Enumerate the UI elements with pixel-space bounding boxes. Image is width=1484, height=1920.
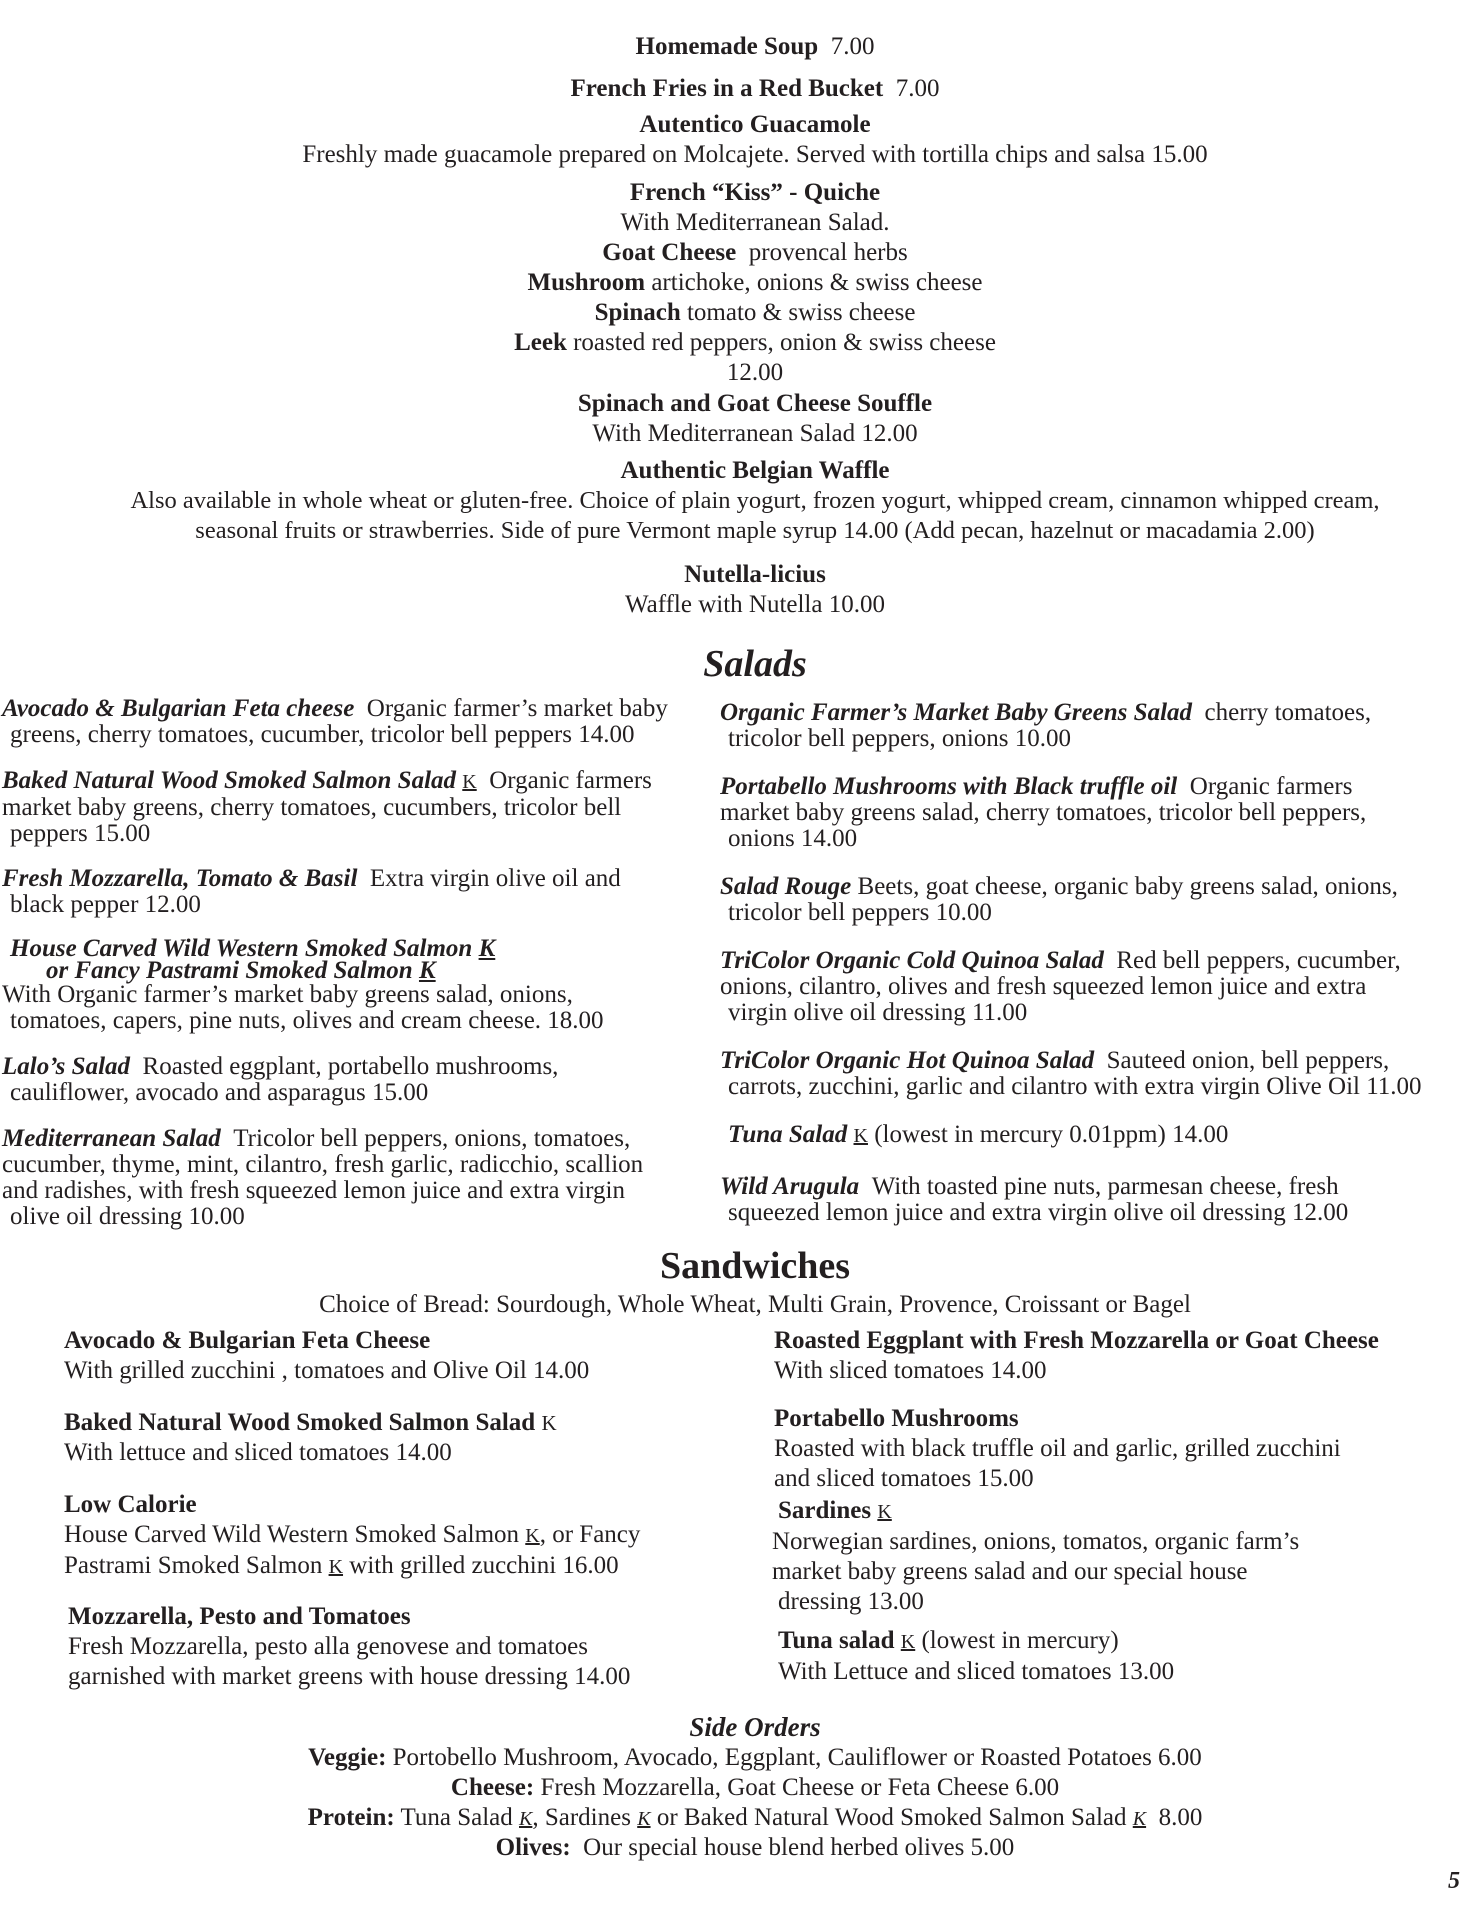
sandwich-desc: and sliced tomatoes 15.00 bbox=[774, 1465, 1034, 1492]
salad-desc: olive oil dressing 10.00 bbox=[10, 1203, 245, 1230]
sandwich-desc: Pastrami Smoked Salmon bbox=[64, 1552, 323, 1579]
french-fries-item bbox=[0, 74, 1484, 104]
side-text: , Sardines bbox=[532, 1804, 631, 1831]
side-label: Veggie: bbox=[308, 1744, 387, 1771]
salad-desc: carrots, zucchini, garlic and cilantro with extra virgin Olive Oil 11.00 bbox=[728, 1073, 1422, 1100]
page-number: 5 bbox=[1448, 1868, 1460, 1894]
sandwich-desc: With grilled zucchini , tomatoes and Olive Oil 14.00 bbox=[64, 1357, 590, 1384]
kosher-mark: K bbox=[900, 1631, 916, 1653]
sandwich-item bbox=[68, 1602, 630, 1692]
salad-desc: Sauteed onion, bell peppers, bbox=[1106, 1047, 1390, 1074]
sandwich-name: Sardines bbox=[778, 1497, 872, 1524]
salad-desc: Beets, goat cheese, organic baby greens salad, onions, bbox=[857, 873, 1398, 900]
sandwich-desc: With lettuce and sliced tomatoes 14.00 bbox=[64, 1439, 452, 1466]
salad-item bbox=[720, 1174, 1348, 1226]
salad-desc: Red bell peppers, cucumber, bbox=[1116, 947, 1401, 974]
side-label: Cheese: bbox=[450, 1774, 535, 1801]
salad-desc: market baby greens salad, cherry tomatoes, tricolor bell peppers, bbox=[720, 799, 1367, 826]
salad-name: Avocado & Bulgarian Feta cheese bbox=[2, 695, 355, 722]
salad-item bbox=[2, 696, 668, 748]
quiche-name: French “Kiss” - Quiche bbox=[629, 179, 881, 206]
salad-item bbox=[728, 1122, 1228, 1149]
salad-item bbox=[2, 866, 621, 918]
sandwich-name: Portabello Mushrooms bbox=[774, 1405, 1019, 1432]
salad-desc: black pepper 12.00 bbox=[10, 891, 201, 918]
salad-name: Baked Natural Wood Smoked Salmon Salad bbox=[2, 767, 457, 794]
sandwich-item bbox=[772, 1496, 1299, 1617]
quiche-option-name: Mushroom bbox=[527, 269, 646, 296]
side-olives bbox=[0, 1833, 1484, 1863]
quiche-option-desc: provencal herbs bbox=[748, 239, 908, 266]
salad-desc: tricolor bell peppers 10.00 bbox=[728, 899, 992, 926]
salad-desc: Extra virgin olive oil and bbox=[369, 865, 621, 892]
item-name: French Fries in a Red Bucket bbox=[570, 75, 884, 102]
sandwich-desc: , or Fancy bbox=[539, 1521, 641, 1548]
salad-desc: cucumber, thyme, mint, cilantro, fresh garlic, radicchio, scallion bbox=[2, 1151, 644, 1178]
side-orders-heading: Side Orders bbox=[689, 1712, 821, 1742]
salad-desc: tricolor bell peppers, onions 10.00 bbox=[728, 725, 1071, 752]
sandwich-desc: market baby greens salad and our special house bbox=[772, 1558, 1248, 1585]
salad-desc: tomatoes, capers, pine nuts, olives and cream cheese. 18.00 bbox=[10, 1007, 604, 1034]
quiche-option bbox=[0, 298, 1484, 328]
sandwich-desc: garnished with market greens with house dressing 14.00 bbox=[68, 1663, 631, 1690]
salad-name: TriColor Organic Cold Quinoa Salad bbox=[720, 947, 1104, 974]
sandwich-item bbox=[778, 1626, 1174, 1687]
sandwich-desc: Fresh Mozzarella, pesto alla genovese and tomatoes bbox=[68, 1633, 588, 1660]
side-text: Tuna Salad bbox=[400, 1804, 513, 1831]
souffle-name: Spinach and Goat Cheese Souffle bbox=[577, 390, 933, 417]
sandwich-desc: With Lettuce and sliced tomatoes 13.00 bbox=[778, 1658, 1175, 1685]
salad-desc: Roasted eggplant, portabello mushrooms, bbox=[142, 1053, 559, 1080]
sandwich-item bbox=[64, 1490, 640, 1582]
sandwich-item bbox=[64, 1326, 589, 1386]
waffle-desc-1: Also available in whole wheat or gluten-free. Choice of plain yogurt, frozen yogurt, whipped cream, cinnamon whipped cream, bbox=[130, 487, 1380, 514]
sandwich-name: Low Calorie bbox=[64, 1491, 197, 1518]
side-label: Olives: bbox=[495, 1834, 571, 1861]
salad-item bbox=[2, 1054, 558, 1106]
sandwich-name: Tuna salad bbox=[778, 1627, 895, 1654]
guacamole-desc: Freshly made guacamole prepared on Molcajete. Served with tortilla chips and salsa 15.00 bbox=[302, 141, 1208, 168]
salad-desc: Organic farmers bbox=[489, 767, 652, 794]
side-text: Our special house blend herbed olives 5.00 bbox=[583, 1834, 1015, 1861]
sandwich-desc: House Carved Wild Western Smoked Salmon bbox=[64, 1521, 520, 1548]
kosher-mark: K bbox=[1132, 1808, 1147, 1830]
quiche-option bbox=[0, 238, 1484, 268]
salad-name: TriColor Organic Hot Quinoa Salad bbox=[720, 1047, 1095, 1074]
salad-name: Tuna Salad bbox=[728, 1121, 848, 1148]
salad-desc: squeezed lemon juice and extra virgin olive oil dressing 12.00 bbox=[728, 1199, 1349, 1226]
quiche-option-name: Leek bbox=[514, 329, 567, 356]
sandwich-desc: With sliced tomatoes 14.00 bbox=[774, 1357, 1047, 1384]
item-name: Homemade Soup bbox=[635, 33, 819, 60]
kosher-mark: K bbox=[525, 1525, 540, 1547]
kosher-mark: K bbox=[853, 1125, 868, 1147]
salad-item bbox=[720, 948, 1401, 1026]
salad-name: House Carved Wild Western Smoked Salmon bbox=[10, 935, 473, 962]
side-cheese bbox=[0, 1773, 1484, 1803]
item-price: 7.00 bbox=[830, 33, 875, 60]
salad-desc: onions 14.00 bbox=[728, 825, 858, 852]
salad-name: Organic Farmer’s Market Baby Greens Salad bbox=[720, 699, 1193, 726]
quiche-option-name: Goat Cheese bbox=[602, 239, 737, 266]
kosher-mark: K bbox=[328, 1556, 344, 1578]
salad-item bbox=[720, 700, 1371, 752]
side-text: Portobello Mushroom, Avocado, Eggplant, Cauliflower or Roasted Potatoes 6.00 bbox=[392, 1744, 1202, 1771]
quiche-option-desc: artichoke, onions & swiss cheese bbox=[651, 269, 983, 296]
quiche-option bbox=[0, 268, 1484, 298]
salad-name: Salad Rouge bbox=[720, 873, 852, 900]
salad-name: Portabello Mushrooms with Black truffle oil bbox=[720, 773, 1178, 800]
salad-desc: Tricolor bell peppers, onions, tomatoes, bbox=[233, 1125, 631, 1152]
kosher-mark: K bbox=[519, 1808, 533, 1830]
quiche-price: 12.00 bbox=[726, 359, 784, 386]
salad-item bbox=[720, 874, 1398, 926]
salad-item bbox=[2, 768, 652, 847]
waffle-desc-2: seasonal fruits or strawberries. Side of pure Vermont maple syrup 14.00 (Add pecan, hazelnut or macadamia 2.00) bbox=[195, 517, 1315, 544]
sandwich-name: Roasted Eggplant with Fresh Mozzarella or Goat Cheese bbox=[774, 1327, 1379, 1354]
salad-item bbox=[720, 1048, 1422, 1100]
sandwich-item bbox=[774, 1404, 1341, 1494]
nutella-name: Nutella-licius bbox=[684, 561, 826, 588]
side-text: or Baked Natural Wood Smoked Salmon Salad bbox=[656, 1804, 1127, 1831]
salad-item bbox=[2, 935, 604, 1034]
salad-name-alt: or Fancy Pastrami Smoked Salmon bbox=[46, 957, 413, 984]
side-veggie bbox=[0, 1743, 1484, 1773]
salad-desc: cherry tomatoes, bbox=[1204, 699, 1372, 726]
salad-desc: With Organic farmer’s market baby greens salad, onions, bbox=[2, 981, 573, 1008]
salad-desc: (lowest in mercury 0.01ppm) 14.00 bbox=[874, 1121, 1229, 1148]
salad-name: Mediterranean Salad bbox=[2, 1125, 221, 1152]
kosher-mark: K bbox=[478, 935, 496, 962]
kosher-mark: K bbox=[418, 957, 436, 984]
souffle-desc: With Mediterranean Salad 12.00 bbox=[592, 420, 918, 447]
homemade-soup-item bbox=[0, 32, 1484, 62]
salad-item bbox=[2, 1126, 643, 1230]
sandwich-name: Baked Natural Wood Smoked Salmon Salad bbox=[64, 1409, 536, 1436]
salad-name: Fresh Mozzarella, Tomato & Basil bbox=[2, 865, 358, 892]
guacamole-name: Autentico Guacamole bbox=[639, 111, 871, 138]
salad-desc: peppers 15.00 bbox=[10, 820, 151, 847]
sandwich-desc: Roasted with black truffle oil and garlic, grilled zucchini bbox=[774, 1435, 1341, 1462]
bread-note: Choice of Bread: Sourdough, Whole Wheat, Multi Grain, Provence, Croissant or Bagel bbox=[319, 1291, 1191, 1318]
salad-item bbox=[720, 774, 1366, 852]
kosher-mark: K bbox=[541, 1411, 557, 1435]
sandwich-name: Mozzarella, Pesto and Tomatoes bbox=[68, 1603, 411, 1630]
salad-desc: market baby greens, cherry tomatoes, cucumbers, tricolor bell bbox=[2, 794, 622, 821]
item-price: 7.00 bbox=[895, 75, 940, 102]
side-text: 8.00 bbox=[1158, 1804, 1203, 1831]
sandwich-name: Avocado & Bulgarian Feta Cheese bbox=[64, 1327, 431, 1354]
quiche-option bbox=[0, 328, 1484, 358]
salad-name: Wild Arugula bbox=[720, 1173, 860, 1200]
side-label: Protein: bbox=[307, 1804, 395, 1831]
salad-desc: greens, cherry tomatoes, cucumber, tricolor bell peppers 14.00 bbox=[10, 721, 635, 748]
salad-desc: and radishes, with fresh squeezed lemon juice and extra virgin bbox=[2, 1177, 625, 1204]
sandwich-desc: Norwegian sardines, onions, tomatos, organic farm’s bbox=[772, 1528, 1300, 1555]
side-text: Fresh Mozzarella, Goat Cheese or Feta Cheese 6.00 bbox=[540, 1774, 1060, 1801]
salad-desc: cauliflower, avocado and asparagus 15.00 bbox=[10, 1079, 429, 1106]
salad-desc: With toasted pine nuts, parmesan cheese, fresh bbox=[871, 1173, 1339, 1200]
waffle-name: Authentic Belgian Waffle bbox=[620, 457, 890, 484]
sandwich-tag: (lowest in mercury) bbox=[921, 1627, 1119, 1654]
kosher-mark: K bbox=[637, 1808, 651, 1830]
side-protein bbox=[0, 1803, 1484, 1834]
salad-desc: onions, cilantro, olives and fresh squeezed lemon juice and extra bbox=[720, 973, 1367, 1000]
quiche-option-name: Spinach bbox=[594, 299, 681, 326]
salad-desc: virgin olive oil dressing 11.00 bbox=[728, 999, 1028, 1026]
kosher-mark: K bbox=[462, 771, 477, 793]
quiche-option-desc: tomato & swiss cheese bbox=[686, 299, 916, 326]
quiche-option-desc: roasted red peppers, onion & swiss cheese bbox=[573, 329, 996, 356]
sandwich-desc: dressing 13.00 bbox=[778, 1588, 924, 1615]
quiche-desc: With Mediterranean Salad. bbox=[620, 209, 890, 236]
salad-desc: Organic farmer’s market baby bbox=[366, 695, 668, 722]
salad-name: Lalo’s Salad bbox=[2, 1053, 131, 1080]
salads-heading: Salads bbox=[703, 643, 807, 685]
nutella-desc: Waffle with Nutella 10.00 bbox=[625, 591, 885, 618]
sandwich-item bbox=[64, 1408, 557, 1468]
sandwich-item bbox=[774, 1326, 1379, 1386]
sandwich-desc: with grilled zucchini 16.00 bbox=[349, 1552, 619, 1579]
kosher-mark: K bbox=[877, 1501, 892, 1523]
salad-desc: Organic farmers bbox=[1189, 773, 1353, 800]
sandwiches-heading: Sandwiches bbox=[659, 1245, 851, 1287]
